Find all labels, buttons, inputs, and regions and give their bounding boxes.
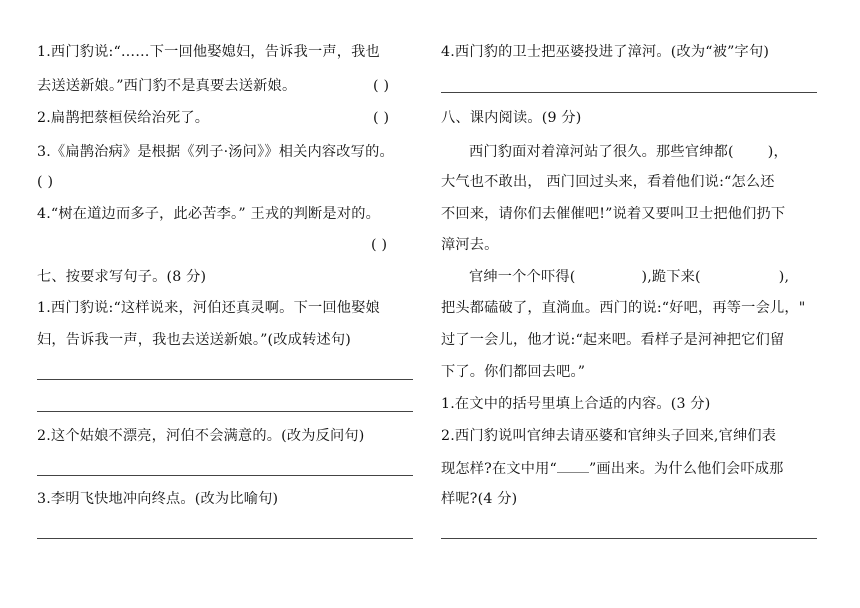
judge-item-2-answer-paren[interactable]: ( ) [373,110,390,126]
passage-p2-line-3: 过了一会儿，他才说:“起来吧。看样子是河神把它们留 [441,332,785,348]
answer-line-q3[interactable] [37,538,413,539]
judge-item-4-line-1: 4.“树在道边而多子，此必苦李。” 王戎的判断是对的。 [37,206,380,222]
judge-item-4-line-2 [37,235,421,255]
answer-line-reading-q2[interactable] [441,538,817,539]
judge-item-3-line-2 [37,172,421,192]
reading-question-2-line-3: 样呢?(4 分) [441,491,518,507]
reading-question-2-line-2-end: ”画出来。为什么他们会吓成那 [588,461,784,477]
passage-p2-line-1-mid: ),跪下来( [641,269,701,285]
reading-question-1: 1.在文中的括号里填上合适的内容。(3 分) [441,396,711,412]
answer-line-q4[interactable] [441,92,817,93]
judge-item-2 [37,108,421,128]
passage-p1-line-1 [441,142,825,162]
passage-p1-line-1-end: )， [767,144,788,160]
passage-p1-line-1-text: 西门豹面对着漳河站了很久。那些官绅都( [469,144,734,160]
answer-line-q1-b[interactable] [37,411,413,412]
passage-p2-line-1 [441,267,825,287]
reading-question-2-line-2-text: 现怎样?在文中用“ [441,461,557,477]
judge-item-1-answer-paren[interactable]: ( ) [373,78,390,94]
judge-item-1-line-1: 1.西门豹说:“……下一回他娶媳妇，告诉我一声，我也 [37,44,380,60]
section-8-heading: 八、课内阅读。(9 分) [441,110,582,126]
answer-line-q1-a[interactable] [37,379,413,380]
judge-item-2-text: 2.扁鹊把蔡桓侯给治死了。 [37,110,210,126]
rewrite-item-1-line-2: 妇，告诉我一声，我也去送送新娘。”(改成转述句) [37,332,351,348]
judge-item-1-line-2 [37,76,421,96]
reading-question-2-line-2 [441,458,825,478]
answer-line-q2[interactable] [37,475,413,476]
passage-p1-line-4: 漳河去。 [441,237,499,253]
judge-item-3-line-1: 3.《扁鹊治病》是根据《列子·汤问》》相关内容改写的。 [37,144,394,160]
passage-p2-line-4: 下了。你们都回去吧。” [441,364,586,380]
section-7-heading: 七、按要求写句子。(8 分) [37,269,207,285]
rewrite-item-3: 3.李明飞快地冲向终点。(改为比喻句) [37,491,279,507]
rewrite-item-4: 4.西门豹的卫士把巫婆投进了漳河。(改为“被”字句) [441,44,770,60]
reading-question-2-line-1: 2.西门豹说叫官绅去请巫婆和官绅头子回来,官绅们表 [441,428,777,444]
passage-p2-line-2: 把头都磕破了，直淌血。西门的说:“好吧，再等一会儿，" [441,300,806,316]
rewrite-item-2: 2.这个姑娘不漂亮，河伯不会满意的。(改为反问句) [37,428,365,444]
judge-item-3-answer-paren[interactable]: ( ) [37,174,54,190]
judge-item-1-text: 去送送新娘。”西门豹不是真要去送新娘。 [37,78,297,94]
passage-p1-line-2: 大气也不敢出， 西门回过头来，看着他们说:“怎么还 [441,174,775,190]
passage-p2-line-1-text: 官绅一个个吓得( [469,269,576,285]
judge-item-4-answer-paren[interactable]: ( ) [371,237,388,253]
rewrite-item-1-line-1: 1.西门豹说:“这样说来，河伯还真灵啊。下一回他娶娘 [37,300,380,316]
passage-p2-line-1-end: ), [778,269,790,285]
passage-p1-line-3: 不回来，请你们去催催吧!”说着又要叫卫士把他们扔下 [441,206,786,222]
wavy-underline-sample [557,458,589,473]
